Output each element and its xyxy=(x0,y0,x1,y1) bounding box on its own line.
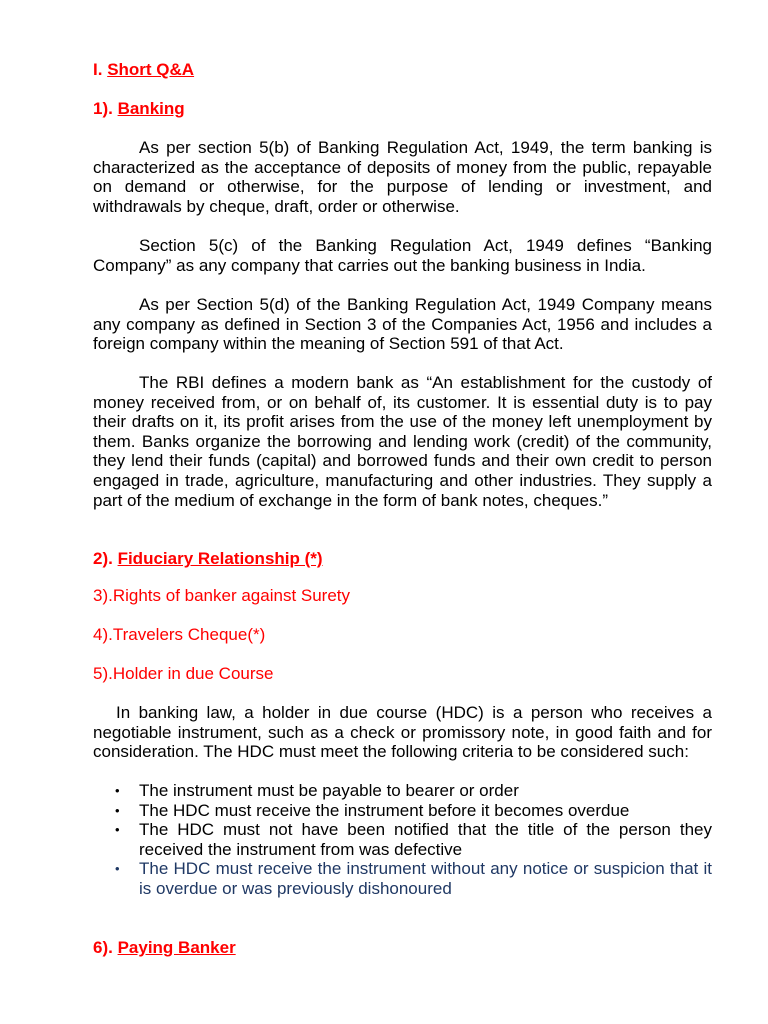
banking-paragraph-4: The RBI defines a modern bank as “An establishment for the custody of money received from, or on behalf of, its customer. It is essential duty is to pay their drafts on it, its profit arises from the use of the money left unemployment by them. Banks organize the borrowing and lending work (credit) of the community, they lend their funds (capital) and borrowed funds and their own credit to person engaged in trade, agriculture, manufacturing and other industries. They supply a part of the medium of exchange in the form of bank notes, cheques.” xyxy=(93,373,712,510)
bullet-icon: • xyxy=(115,822,120,838)
hdc-intro-paragraph: In banking law, a holder in due course (HDC) is a person who receives a negotiable instrument, such as a check or promissory note, in good faith and for consideration. The HDC must meet the following criteria to be considered such: xyxy=(93,703,712,762)
bullet-icon: • xyxy=(115,802,120,818)
banking-paragraph-3: As per Section 5(d) of the Banking Regulation Act, 1949 Company means any company as defined in Section 3 of the Companies Act, 1956 and includes a foreign company within the meaning of Section 591 of that Act. xyxy=(93,295,712,354)
q4-heading: 4).Travelers Cheque(*) xyxy=(93,625,266,644)
banking-paragraph-1: As per section 5(b) of Banking Regulation Act, 1949, the term banking is characterized as the acceptance of deposits of money from the public, repayable on demand or otherwise, for the purpose of lending or investment, and withdrawals by cheque, draft, order or otherwise. xyxy=(93,138,712,216)
list-item xyxy=(93,859,712,898)
q3-heading: 3).Rights of banker against Surety xyxy=(93,586,351,605)
section-title: Short Q&A xyxy=(107,60,195,79)
list-item xyxy=(93,801,712,821)
q2-prefix: 2). xyxy=(93,549,113,568)
q2-title: Fiduciary Relationship (*) xyxy=(117,549,323,568)
q2-heading xyxy=(93,549,323,569)
list-item xyxy=(93,820,712,859)
list-item-text: The HDC must receive the instrument before it becomes overdue xyxy=(139,800,630,820)
q1-prefix: 1). xyxy=(93,99,113,118)
banking-paragraph-2: Section 5(c) of the Banking Regulation Act, 1949 defines “Banking Company” as any company that carries out the banking business in India. xyxy=(93,236,712,275)
bullet-icon: • xyxy=(115,783,120,798)
q1-title: Banking xyxy=(117,99,185,118)
list-item xyxy=(93,781,712,801)
q6-title: Paying Banker xyxy=(117,938,236,957)
list-item-text: The HDC must not have been notified that the title of the person they received the instrument from was defective xyxy=(139,820,712,859)
section-prefix: I. xyxy=(93,60,103,79)
bullet-icon: • xyxy=(115,861,120,877)
section-heading xyxy=(93,60,194,80)
q6-prefix: 6). xyxy=(93,938,113,957)
q6-heading xyxy=(93,938,236,958)
list-item-text: The HDC must receive the instrument without any notice or suspicion that it is overdue or was previously dishonoured xyxy=(139,859,712,898)
list-item-text: The instrument must be payable to bearer or order xyxy=(139,781,519,800)
q1-heading xyxy=(93,99,185,119)
q5-heading: 5).Holder in due Course xyxy=(93,664,274,683)
hdc-criteria-list xyxy=(93,781,712,899)
